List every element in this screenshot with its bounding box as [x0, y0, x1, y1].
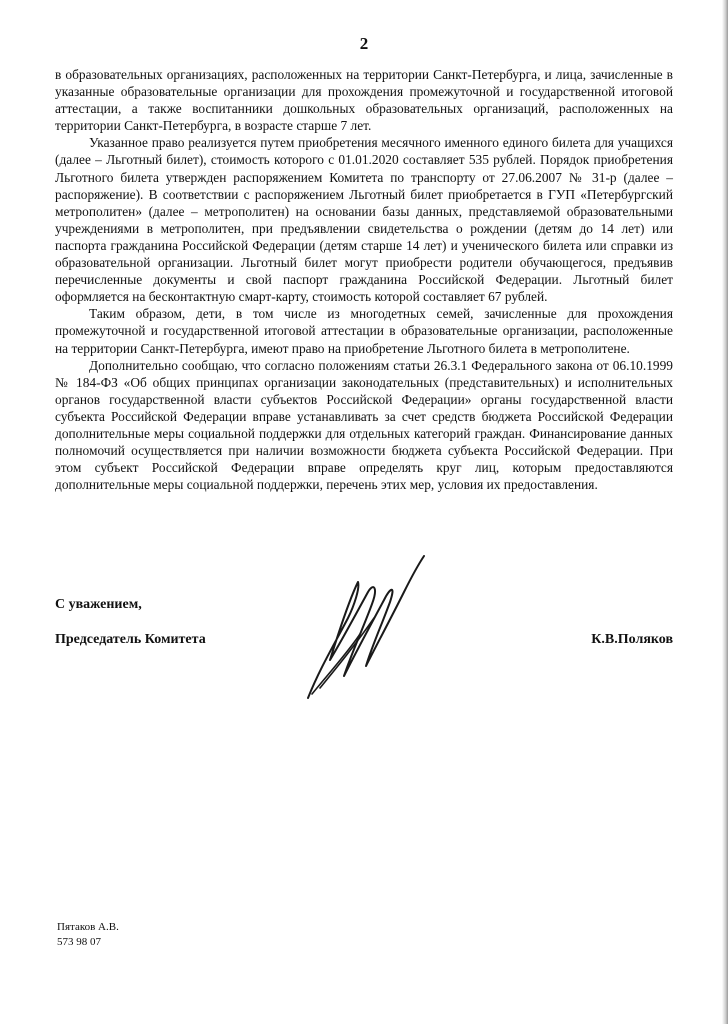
paragraph-4: Дополнительно сообщаю, что согласно положениям статьи 26.3.1 Федерального закона от 06.10.1999 № 184-ФЗ «Об общих принципах организации законодательных (представительных) и исполнительных органов государственной власти субъектов Российской Федерации» органы государственной власти субъекта Российской Федерации вправе устанавливать за счет средств бюджета Российской Федерации дополнительные меры социальной поддержки для отдельных категорий граждан. Финансирование данных полномочий осуществляется при наличии возможности бюджета субъекта Российской Федерации. При этом субъект Российской Федерации вправе определять круг лиц, которым предоставляются дополнительные меры социальной поддержки, перечень этих мер, условия их предоставления. — [55, 357, 673, 493]
paragraph-1: в образовательных организациях, расположенных на территории Санкт-Петербурга, и лица, зачисленные в указанные образовательные организации для прохождения промежуточной и государственной итоговой аттестации, а также воспитанники дошкольных образовательных организаций, расположенных на территории Санкт-Петербурга, в возрасте старше 7 лет. — [55, 67, 673, 134]
signatory-name: К.В.Поляков — [591, 632, 673, 647]
executor-name: Пятаков А.В. — [57, 921, 119, 933]
executor-phone: 573 98 07 — [57, 936, 101, 948]
paragraph-3: Таким образом, дети, в том числе из многодетных семей, зачисленные для прохождения промежуточной и государственной итоговой аттестации в образовательные организации, расположенные на территории Санкт-Петербурга, имеют право на приобретение Льготного билета в метрополитене. — [55, 306, 673, 356]
executor-block — [57, 920, 119, 950]
signatory-title: Председатель Комитета — [55, 632, 206, 647]
letter-body — [55, 66, 673, 493]
handwritten-signature — [290, 548, 430, 708]
page-number: 2 — [359, 34, 369, 53]
paragraph-2: Указанное право реализуется путем приобретения месячного именного единого билета для учащихся (далее – Льготный билет), стоимость которого с 01.01.2020 составляет 535 рублей. Порядок приобретения Льготного билета утвержден распоряжением Комитета по транспорту от 27.06.2007 № 31-р (далее – распоряжение). В соответствии с распоряжением Льготный билет приобретается в ГУП «Петербургский метрополитен» (далее – метрополитен) на основании базы данных, представляемой образовательными учреждениями в метрополитен, при предъявлении свидетельства о рождении (детям до 14 лет) или паспорта гражданина Российской Федерации (детям старше 14 лет) и ученического билета или справки из образовательной организации. Льготный билет могут приобрести родители обучающегося, предъявив перечисленные документы и свой паспорт гражданина Российской Федерации. Льготный билет оформляется на бесконтактную смарт-карту, стоимость которой составляет 67 рублей. — [55, 135, 673, 305]
scan-edge-shadow — [722, 0, 728, 1024]
closing-salutation: С уважением, — [55, 597, 142, 612]
